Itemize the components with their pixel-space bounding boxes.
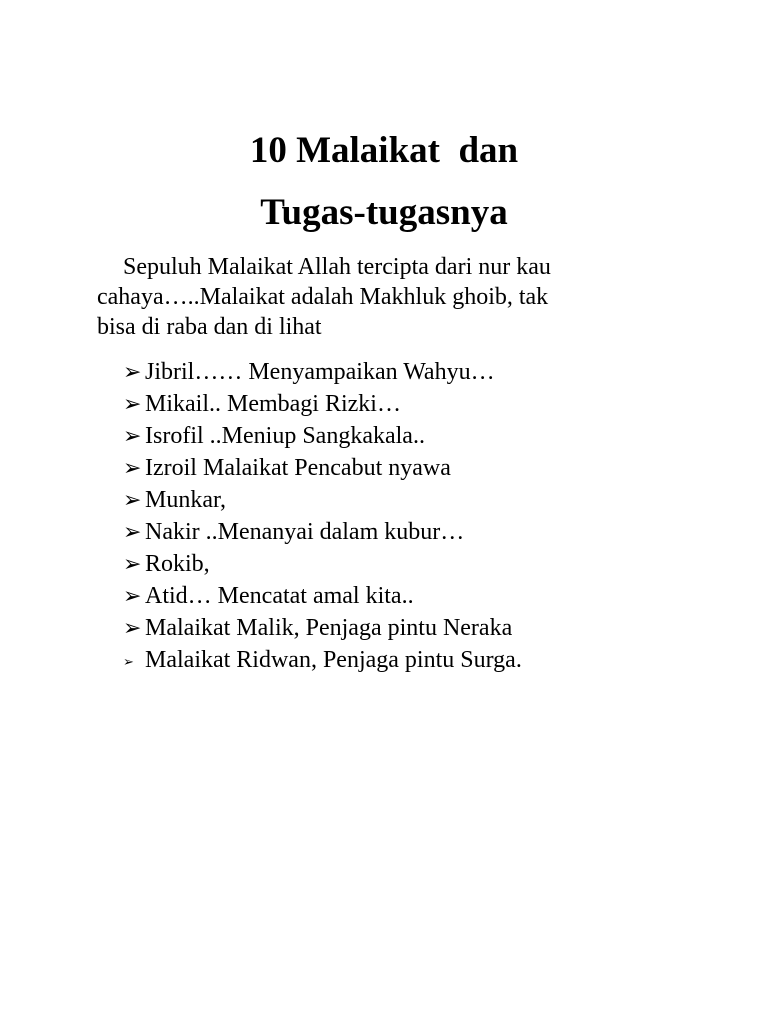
list-item-text: Atid… Mencatat amal kita.. xyxy=(145,583,414,609)
list-item-text: Rokib, xyxy=(145,551,210,577)
list-item xyxy=(123,356,522,388)
list-item xyxy=(123,580,522,612)
title-line-2: Tugas-tugasnya xyxy=(260,192,508,233)
list-item xyxy=(123,612,522,644)
list-item-text: Jibril…… Menyampaikan Wahyu… xyxy=(145,359,495,385)
intro-line-3: bisa di raba dan di lihat xyxy=(97,314,322,340)
list-item-text: Munkar, xyxy=(145,487,227,513)
arrow-bullet-icon: ➢ xyxy=(123,456,142,481)
arrow-bullet-icon: ➢ xyxy=(123,616,142,641)
arrow-bullet-icon: ➢ xyxy=(123,488,142,513)
list-item xyxy=(123,644,522,676)
list-item xyxy=(123,516,522,548)
arrow-bullet-icon: ➢ xyxy=(123,552,142,577)
intro-paragraph xyxy=(97,252,687,342)
arrow-bullet-icon: ➢ xyxy=(123,392,142,417)
arrow-bullet-icon: ➢ xyxy=(123,424,142,449)
arrow-bullet-icon: ➢ xyxy=(123,655,134,670)
intro-line-1: Sepuluh Malaikat Allah tercipta dari nur kau xyxy=(123,254,551,280)
arrow-bullet-icon: ➢ xyxy=(123,584,142,609)
list-item-text: Nakir ..Menanyai dalam kubur… xyxy=(145,519,465,545)
list-item-text: Malaikat Malik, Penjaga pintu Neraka xyxy=(145,615,513,641)
arrow-bullet-icon: ➢ xyxy=(123,520,142,545)
list-item xyxy=(123,388,522,420)
angel-list xyxy=(123,356,522,676)
list-item xyxy=(123,452,522,484)
list-item-text: Malaikat Ridwan, Penjaga pintu Surga. xyxy=(145,647,522,673)
list-item xyxy=(123,420,522,452)
arrow-bullet-icon: ➢ xyxy=(123,360,142,385)
list-item-text: Isrofil ..Meniup Sangkakala.. xyxy=(145,423,425,449)
list-item-text: Izroil Malaikat Pencabut nyawa xyxy=(145,455,451,481)
list-item-text: Mikail.. Membagi Rizki… xyxy=(145,391,401,417)
list-item xyxy=(123,484,522,516)
title-line-1: 10 Malaikat dan xyxy=(249,130,519,171)
intro-line-2: cahaya…..Malaikat adalah Makhluk ghoib, tak xyxy=(97,284,549,310)
list-item xyxy=(123,548,522,580)
